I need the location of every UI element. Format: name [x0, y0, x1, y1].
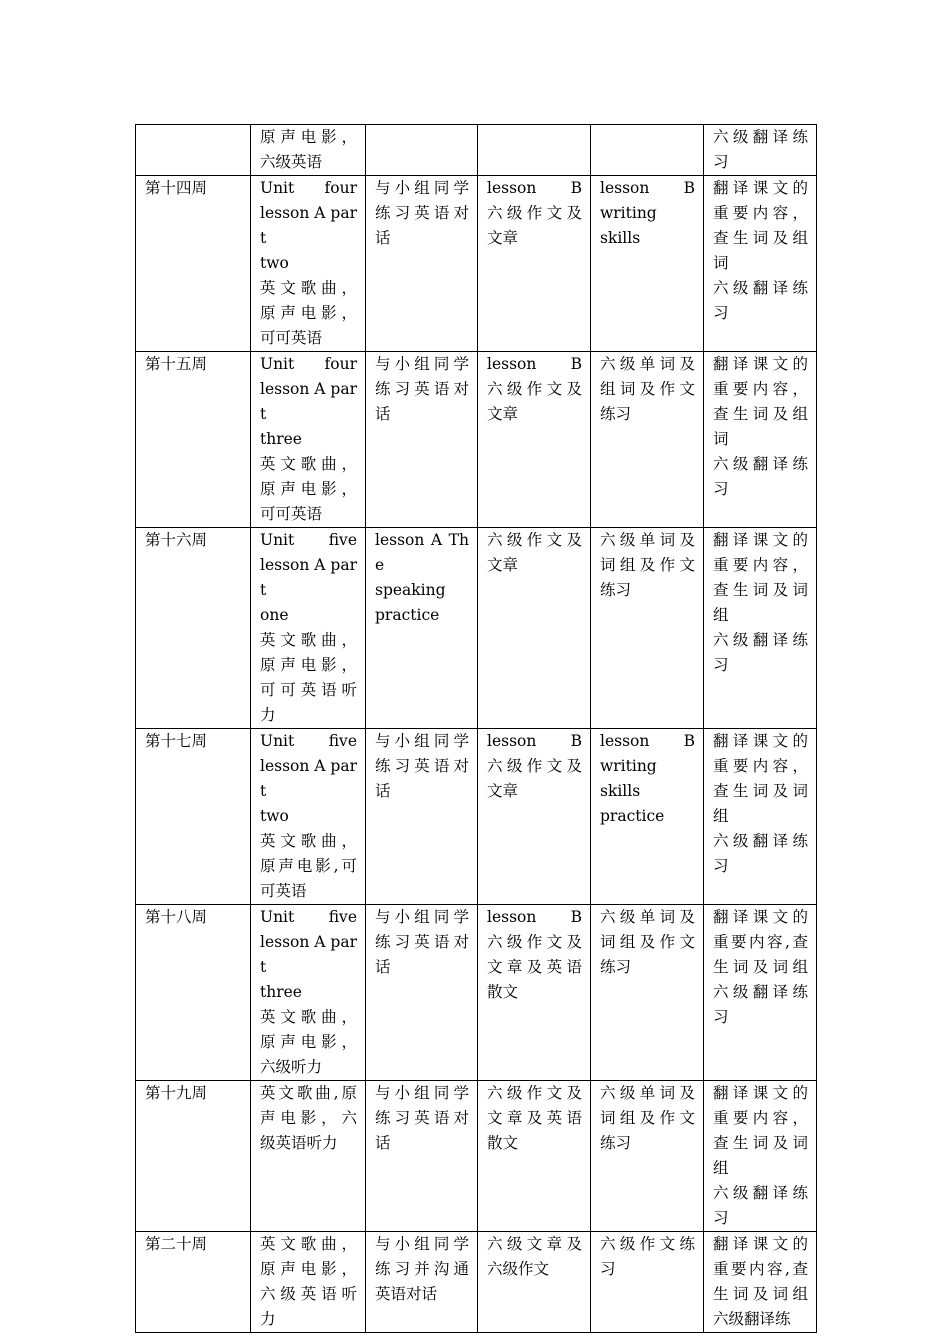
week-cell — [136, 176, 251, 352]
cell-line: 重要内容,查 — [713, 933, 808, 951]
translation-cell — [704, 352, 817, 528]
translation-cell — [704, 905, 817, 1081]
speaking-cell — [366, 905, 478, 1081]
cell-line: 翻译课文的 — [713, 1084, 808, 1102]
cell-line: 六级作文及 — [487, 1084, 582, 1102]
cell-line: lesson A The — [375, 531, 469, 574]
cell-line: 声电影，六 — [260, 1109, 357, 1127]
cell-line: 习 — [713, 857, 729, 875]
cell-line: 英语对话 — [375, 1285, 438, 1303]
cell-line: 组词及作文 — [600, 380, 695, 398]
speaking-cell — [366, 352, 478, 528]
cell-line: 翻译课文的 — [713, 1235, 808, 1253]
cell-line: 可可英语听 — [260, 681, 357, 699]
translation-cell — [704, 1232, 817, 1333]
cell-line: lesson A part — [260, 933, 357, 976]
cell-line: 六级翻译练 — [713, 983, 808, 1001]
cell-line: 可英语 — [260, 882, 307, 900]
content-cell — [251, 176, 366, 352]
table-row — [136, 125, 817, 176]
cell-line: 组 — [713, 1159, 729, 1177]
cell-line: 习 — [713, 1209, 729, 1227]
cell-line: 翻译课文的 — [713, 355, 808, 373]
speaking-cell — [366, 528, 478, 729]
cell-line: 可可英语 — [260, 329, 323, 347]
cell-line: 六级单词及 — [600, 908, 695, 926]
content-cell — [251, 125, 366, 176]
cell-line: 词 — [713, 254, 729, 272]
cell-line: 原声电影， — [260, 480, 357, 498]
cell-line: 第十八周 — [145, 908, 208, 926]
cell-line: 组 — [713, 807, 729, 825]
cell-line: 习 — [713, 304, 729, 322]
cell-line: 与小组同学 — [375, 179, 469, 197]
cell-line: lesson B — [487, 179, 582, 197]
cell-line — [600, 125, 695, 150]
table-row — [136, 1081, 817, 1232]
cell-line: 文章及英语 — [487, 958, 582, 976]
content-cell — [251, 1081, 366, 1232]
cell-line: 文章 — [487, 405, 519, 423]
cell-line: 习 — [600, 1260, 616, 1278]
cell-line: 查生词及组 — [713, 405, 808, 423]
speaking-cell — [366, 176, 478, 352]
cell-line: 词组及作文 — [600, 556, 695, 574]
cell-line: 翻译课文的 — [713, 908, 808, 926]
cell-line: 原声电影， — [260, 128, 357, 146]
cell-line: Unit five — [260, 908, 357, 926]
cell-line: 第十六周 — [145, 531, 208, 549]
cell-line: lesson A part — [260, 380, 357, 423]
cell-line: 练习英语对 — [375, 757, 469, 775]
cell-line: 可可英语 — [260, 505, 323, 523]
content-cell — [251, 905, 366, 1081]
vocabulary-cell — [591, 1232, 704, 1333]
cell-line: 第二十周 — [145, 1235, 208, 1253]
cell-line: lesson B — [600, 179, 695, 197]
writing-cell — [478, 352, 591, 528]
cell-line: 英文歌曲， — [260, 455, 357, 473]
cell-line: 六级作文及 — [487, 531, 582, 549]
cell-line: 英文歌曲， — [260, 279, 357, 297]
cell-line: 六级翻译练 — [713, 832, 808, 850]
cell-line: 六级翻译练 — [713, 279, 808, 297]
writing-cell — [478, 125, 591, 176]
cell-line: 习 — [713, 153, 729, 171]
cell-line: 话 — [375, 229, 391, 247]
cell-line: 话 — [375, 782, 391, 800]
cell-line: 习 — [713, 480, 729, 498]
speaking-cell — [366, 729, 478, 905]
translation-cell — [704, 176, 817, 352]
week-cell — [136, 352, 251, 528]
cell-line: 练习英语对 — [375, 1109, 469, 1127]
speaking-cell — [366, 1232, 478, 1333]
cell-line: 重要内容， — [713, 380, 808, 398]
cell-line: 英文歌曲,原 — [260, 1084, 357, 1102]
table-row — [136, 352, 817, 528]
translation-cell — [704, 125, 817, 176]
week-cell — [136, 125, 251, 176]
cell-line: 文章及英语 — [487, 1109, 582, 1127]
cell-line: 英文歌曲， — [260, 832, 357, 850]
cell-line: Unit four — [260, 179, 357, 197]
week-cell — [136, 1232, 251, 1333]
schedule-body — [136, 125, 817, 1333]
table-row — [136, 176, 817, 352]
cell-line: 力 — [260, 706, 276, 724]
cell-line: 重要内容， — [713, 757, 808, 775]
cell-line: 六级作文及 — [487, 933, 582, 951]
cell-line: Unit four — [260, 355, 357, 373]
vocabulary-cell — [591, 352, 704, 528]
content-cell — [251, 528, 366, 729]
writing-cell — [478, 905, 591, 1081]
cell-line: 练习 — [600, 405, 632, 423]
cell-line: 话 — [375, 405, 391, 423]
cell-line: Unit five — [260, 732, 357, 750]
cell-line: 练习 — [600, 958, 632, 976]
cell-line: 词组及作文 — [600, 933, 695, 951]
translation-cell — [704, 729, 817, 905]
vocabulary-cell — [591, 905, 704, 1081]
cell-line: 六级单词及 — [600, 355, 695, 373]
cell-line: 六级单词及 — [600, 531, 695, 549]
cell-line: lesson A part — [260, 757, 357, 800]
cell-line: 六级英语 — [260, 153, 323, 171]
cell-line — [145, 125, 242, 150]
cell-line — [375, 125, 469, 150]
cell-line: 英文歌曲， — [260, 1008, 357, 1026]
cell-line: 文章 — [487, 229, 519, 247]
cell-line — [487, 125, 582, 150]
cell-line: 生词及词组 — [713, 958, 808, 976]
week-cell — [136, 1081, 251, 1232]
writing-cell — [478, 1081, 591, 1232]
cell-line: two — [260, 807, 289, 825]
translation-cell — [704, 1081, 817, 1232]
content-cell — [251, 1232, 366, 1333]
cell-line: lesson B — [487, 908, 582, 926]
cell-line: 原声电影， — [260, 304, 357, 322]
cell-line: skills — [600, 782, 641, 800]
cell-line: 六级作文及 — [487, 204, 582, 222]
cell-line: 原声电影， — [260, 656, 357, 674]
cell-line: one — [260, 606, 289, 624]
cell-line: 六级英语听 — [260, 1285, 357, 1303]
cell-line: 文章 — [487, 556, 519, 574]
translation-cell — [704, 528, 817, 729]
cell-line: 第十九周 — [145, 1084, 208, 1102]
cell-line: 与小组同学 — [375, 1235, 469, 1253]
cell-line: speaking — [375, 581, 446, 599]
cell-line: 翻译课文的 — [713, 531, 808, 549]
cell-line: 六级单词及 — [600, 1084, 695, 1102]
week-cell — [136, 528, 251, 729]
cell-line: 翻译课文的 — [713, 732, 808, 750]
writing-cell — [478, 729, 591, 905]
cell-line: 英文歌曲， — [260, 1235, 357, 1253]
cell-line: 六级作文及 — [487, 380, 582, 398]
cell-line: 原声电影， — [260, 1033, 357, 1051]
cell-line: 第十五周 — [145, 355, 208, 373]
speaking-cell — [366, 1081, 478, 1232]
vocabulary-cell — [591, 176, 704, 352]
cell-line: 六级文章及 — [487, 1235, 582, 1253]
cell-line: 与小组同学 — [375, 355, 469, 373]
cell-line: 练习英语对 — [375, 933, 469, 951]
cell-line: 六级翻译练 — [713, 455, 808, 473]
cell-line: 力 — [260, 1310, 276, 1328]
cell-line: lesson B — [487, 732, 582, 750]
cell-line: practice — [375, 606, 440, 624]
writing-cell — [478, 176, 591, 352]
weekly-schedule-table — [135, 124, 817, 1333]
cell-line: 六级作文练 — [600, 1235, 695, 1253]
cell-line: 习 — [713, 656, 729, 674]
cell-line: 习 — [713, 1008, 729, 1026]
writing-cell — [478, 1232, 591, 1333]
cell-line: lesson B — [600, 732, 695, 750]
cell-line: 查生词及词 — [713, 782, 808, 800]
cell-line: 六级翻译练 — [713, 128, 808, 146]
cell-line: 重要内容,查 — [713, 1260, 808, 1278]
cell-line: 组 — [713, 606, 729, 624]
cell-line: 练习 — [600, 581, 632, 599]
cell-line: 话 — [375, 1134, 391, 1152]
cell-line: 与小组同学 — [375, 1084, 469, 1102]
cell-line: 重要内容， — [713, 1109, 808, 1127]
cell-line: three — [260, 430, 302, 448]
cell-line: 第十七周 — [145, 732, 208, 750]
cell-line: 词组及作文 — [600, 1109, 695, 1127]
cell-line: 散文 — [487, 1134, 519, 1152]
content-cell — [251, 352, 366, 528]
cell-line: 级英语听力 — [260, 1134, 338, 1152]
cell-line: 六级作文及 — [487, 757, 582, 775]
cell-line: three — [260, 983, 302, 1001]
speaking-cell — [366, 125, 478, 176]
vocabulary-cell — [591, 528, 704, 729]
week-cell — [136, 905, 251, 1081]
cell-line: lesson A part — [260, 204, 357, 247]
cell-line: 查生词及词 — [713, 1134, 808, 1152]
cell-line: writing — [600, 757, 657, 775]
cell-line: writing — [600, 204, 657, 222]
cell-line: lesson B — [487, 355, 582, 373]
week-cell — [136, 729, 251, 905]
vocabulary-cell — [591, 125, 704, 176]
cell-line: skills — [600, 229, 641, 247]
cell-line: 生词及词组 — [713, 1285, 808, 1303]
cell-line: 与小组同学 — [375, 732, 469, 750]
table-row — [136, 1232, 817, 1333]
cell-line: 话 — [375, 958, 391, 976]
cell-line: 第十四周 — [145, 179, 208, 197]
table-row — [136, 528, 817, 729]
cell-line: 练习并沟通 — [375, 1260, 469, 1278]
cell-line: two — [260, 254, 289, 272]
cell-line: 六级翻译练 — [713, 1184, 808, 1202]
cell-line: 与小组同学 — [375, 908, 469, 926]
vocabulary-cell — [591, 1081, 704, 1232]
cell-line: 六级作文 — [487, 1260, 550, 1278]
cell-line: 六级翻译练 — [713, 631, 808, 649]
cell-line: 散文 — [487, 983, 519, 1001]
table-row — [136, 729, 817, 905]
cell-line: 练习英语对 — [375, 204, 469, 222]
vocabulary-cell — [591, 729, 704, 905]
cell-line: 查生词及组 — [713, 229, 808, 247]
cell-line: practice — [600, 807, 665, 825]
cell-line: 翻译课文的 — [713, 179, 808, 197]
content-cell — [251, 729, 366, 905]
table-row — [136, 905, 817, 1081]
cell-line: 六级听力 — [260, 1058, 323, 1076]
cell-line: 原声电影,可 — [260, 857, 357, 875]
cell-line: 词 — [713, 430, 729, 448]
cell-line: 查生词及词 — [713, 581, 808, 599]
cell-line: lesson A part — [260, 556, 357, 599]
cell-line: Unit five — [260, 531, 357, 549]
cell-line: 重要内容， — [713, 556, 808, 574]
cell-line: 六级翻译练 — [713, 1310, 791, 1328]
cell-line: 练习英语对 — [375, 380, 469, 398]
cell-line: 原声电影， — [260, 1260, 357, 1278]
cell-line: 练习 — [600, 1134, 632, 1152]
cell-line: 重要内容， — [713, 204, 808, 222]
cell-line: 英文歌曲， — [260, 631, 357, 649]
writing-cell — [478, 528, 591, 729]
cell-line: 文章 — [487, 782, 519, 800]
